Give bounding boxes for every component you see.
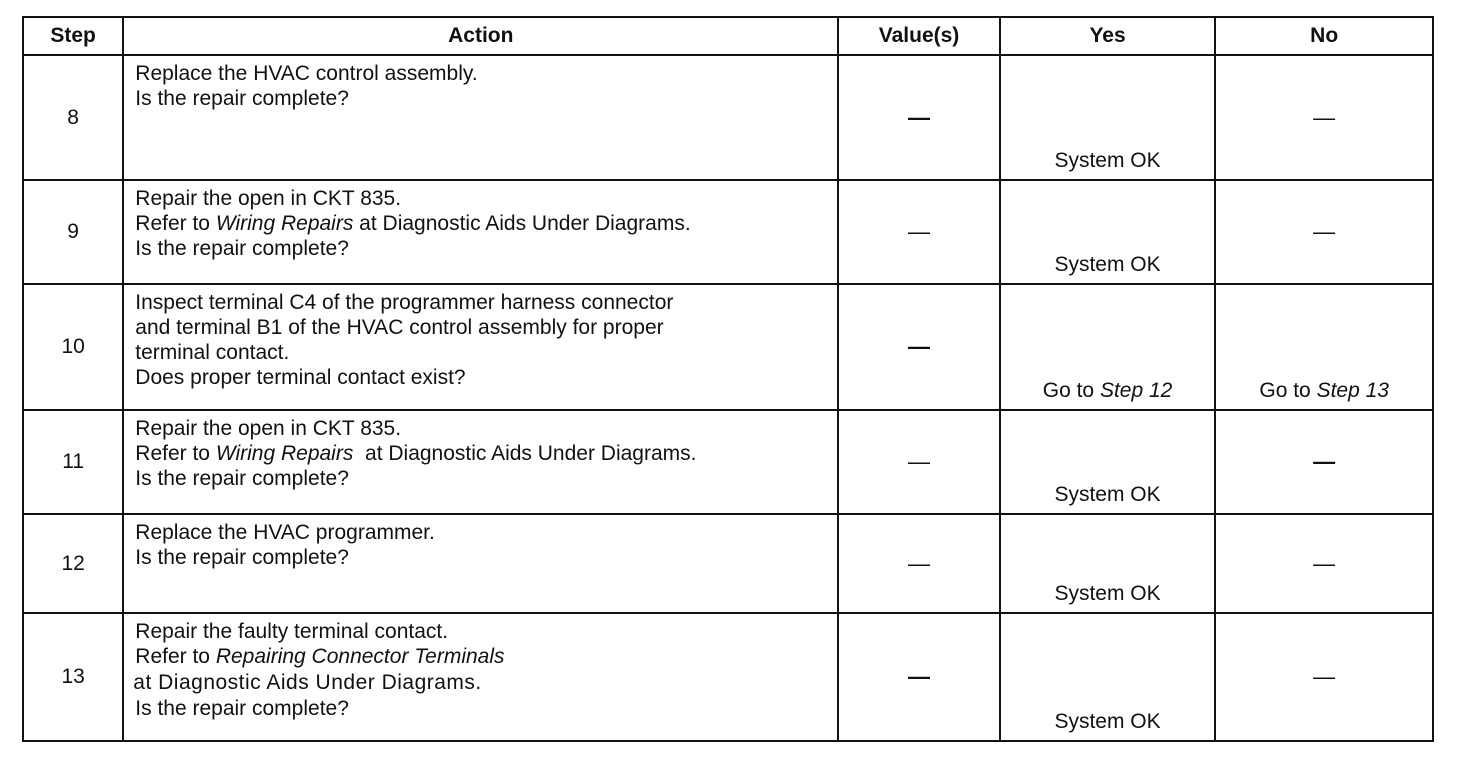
action-text: Replace the HVAC control assembly. (135, 62, 478, 85)
header-row (23, 17, 1433, 55)
no-goto (1216, 379, 1432, 403)
action-cell (123, 284, 838, 410)
question-text: Is the repair complete? (135, 546, 349, 569)
value-dash: — (908, 550, 931, 576)
no-dash: — (1313, 550, 1336, 576)
no-dash: — (1313, 664, 1336, 689)
no-cell (1215, 514, 1433, 613)
action-text: Inspect terminal C4 of the programmer harness connector (135, 291, 674, 314)
yes-result: System OK (1054, 582, 1161, 605)
action-text: Repair the open in CKT 835. (135, 187, 402, 210)
question-text: Is the repair complete? (135, 697, 349, 720)
no-cell (1215, 55, 1433, 180)
yes-cell (1000, 180, 1216, 284)
action-text: Repair the open in CKT 835. (135, 417, 402, 440)
action-text: Repair the faulty terminal contact. (135, 620, 449, 643)
step-number: 10 (23, 284, 123, 410)
value-cell (838, 514, 999, 613)
value-cell (838, 613, 999, 741)
header-no: No (1215, 17, 1433, 55)
yes-result: System OK (1054, 483, 1161, 506)
reference-text (135, 644, 829, 670)
table-row (23, 180, 1433, 284)
action-cell (123, 613, 838, 741)
table-row (23, 284, 1433, 410)
yes-result: System OK (1054, 253, 1161, 276)
no-cell (1215, 410, 1433, 514)
goto-step-link: Step 13 (1316, 379, 1389, 402)
header-step: Step (23, 17, 123, 55)
header-values: Value(s) (838, 17, 999, 55)
no-dash: — (1313, 104, 1336, 130)
reference-link: Wiring Repairs (215, 212, 354, 235)
diagnostic-table (22, 16, 1434, 742)
action-cell (123, 180, 838, 284)
value-dash: — (908, 219, 931, 244)
value-dash: — (908, 664, 931, 689)
action-cell (123, 514, 838, 613)
yes-cell (1000, 613, 1216, 741)
value-dash: — (908, 449, 931, 474)
table-row (23, 410, 1433, 514)
no-cell (1215, 180, 1433, 284)
yes-cell (1000, 514, 1216, 613)
header-action: Action (123, 17, 838, 55)
action-text: and terminal B1 of the HVAC control assembly for proper (135, 316, 664, 339)
reference-prefix: Refer to (135, 442, 216, 465)
action-text: terminal contact. (135, 341, 290, 364)
yes-goto (1001, 379, 1215, 403)
reference-prefix: Refer to (135, 645, 216, 668)
goto-prefix: Go to (1259, 379, 1317, 402)
reference-text (135, 211, 829, 236)
action-text-block (135, 290, 829, 365)
reference-link: Repairing Connector Terminals (215, 645, 505, 668)
header-yes: Yes (1000, 17, 1216, 55)
value-dash: — (908, 334, 931, 359)
yes-result: System OK (1054, 149, 1161, 172)
reference-text (135, 441, 829, 466)
table-row (23, 613, 1433, 741)
reference-suffix: at Diagnostic Aids Under Diagrams. (353, 212, 691, 235)
value-cell (838, 284, 999, 410)
no-cell (1215, 284, 1433, 410)
yes-cell (1000, 410, 1216, 514)
table-row (23, 514, 1433, 613)
reference-block (135, 644, 829, 722)
question-text: Is the repair complete? (135, 467, 349, 490)
reference-prefix: Refer to (135, 212, 216, 235)
table-row (23, 55, 1433, 180)
yes-result: System OK (1054, 710, 1161, 733)
reference-suffix: at Diagnostic Aids Under Diagrams. (133, 671, 482, 694)
no-cell (1215, 613, 1433, 741)
no-dash: — (1313, 449, 1336, 474)
step-number: 9 (23, 180, 123, 284)
no-dash: — (1313, 219, 1336, 244)
value-cell (838, 55, 999, 180)
yes-cell (1000, 55, 1216, 180)
question-text: Does proper terminal contact exist? (135, 366, 466, 389)
step-number: 12 (23, 514, 123, 613)
value-cell (838, 180, 999, 284)
step-number: 13 (23, 613, 123, 741)
action-cell (123, 410, 838, 514)
step-number: 11 (23, 410, 123, 514)
reference-link: Wiring Repairs (215, 442, 354, 465)
value-cell (838, 410, 999, 514)
yes-cell (1000, 284, 1216, 410)
goto-prefix: Go to (1042, 379, 1100, 402)
value-dash: — (908, 104, 931, 130)
step-number: 8 (23, 55, 123, 180)
question-text: Is the repair complete? (135, 237, 349, 260)
action-cell (123, 55, 838, 180)
goto-step-link: Step 12 (1099, 379, 1173, 402)
question-text: Is the repair complete? (135, 87, 349, 110)
action-text: Replace the HVAC programmer. (135, 521, 435, 544)
reference-suffix: at Diagnostic Aids Under Diagrams. (353, 442, 697, 465)
